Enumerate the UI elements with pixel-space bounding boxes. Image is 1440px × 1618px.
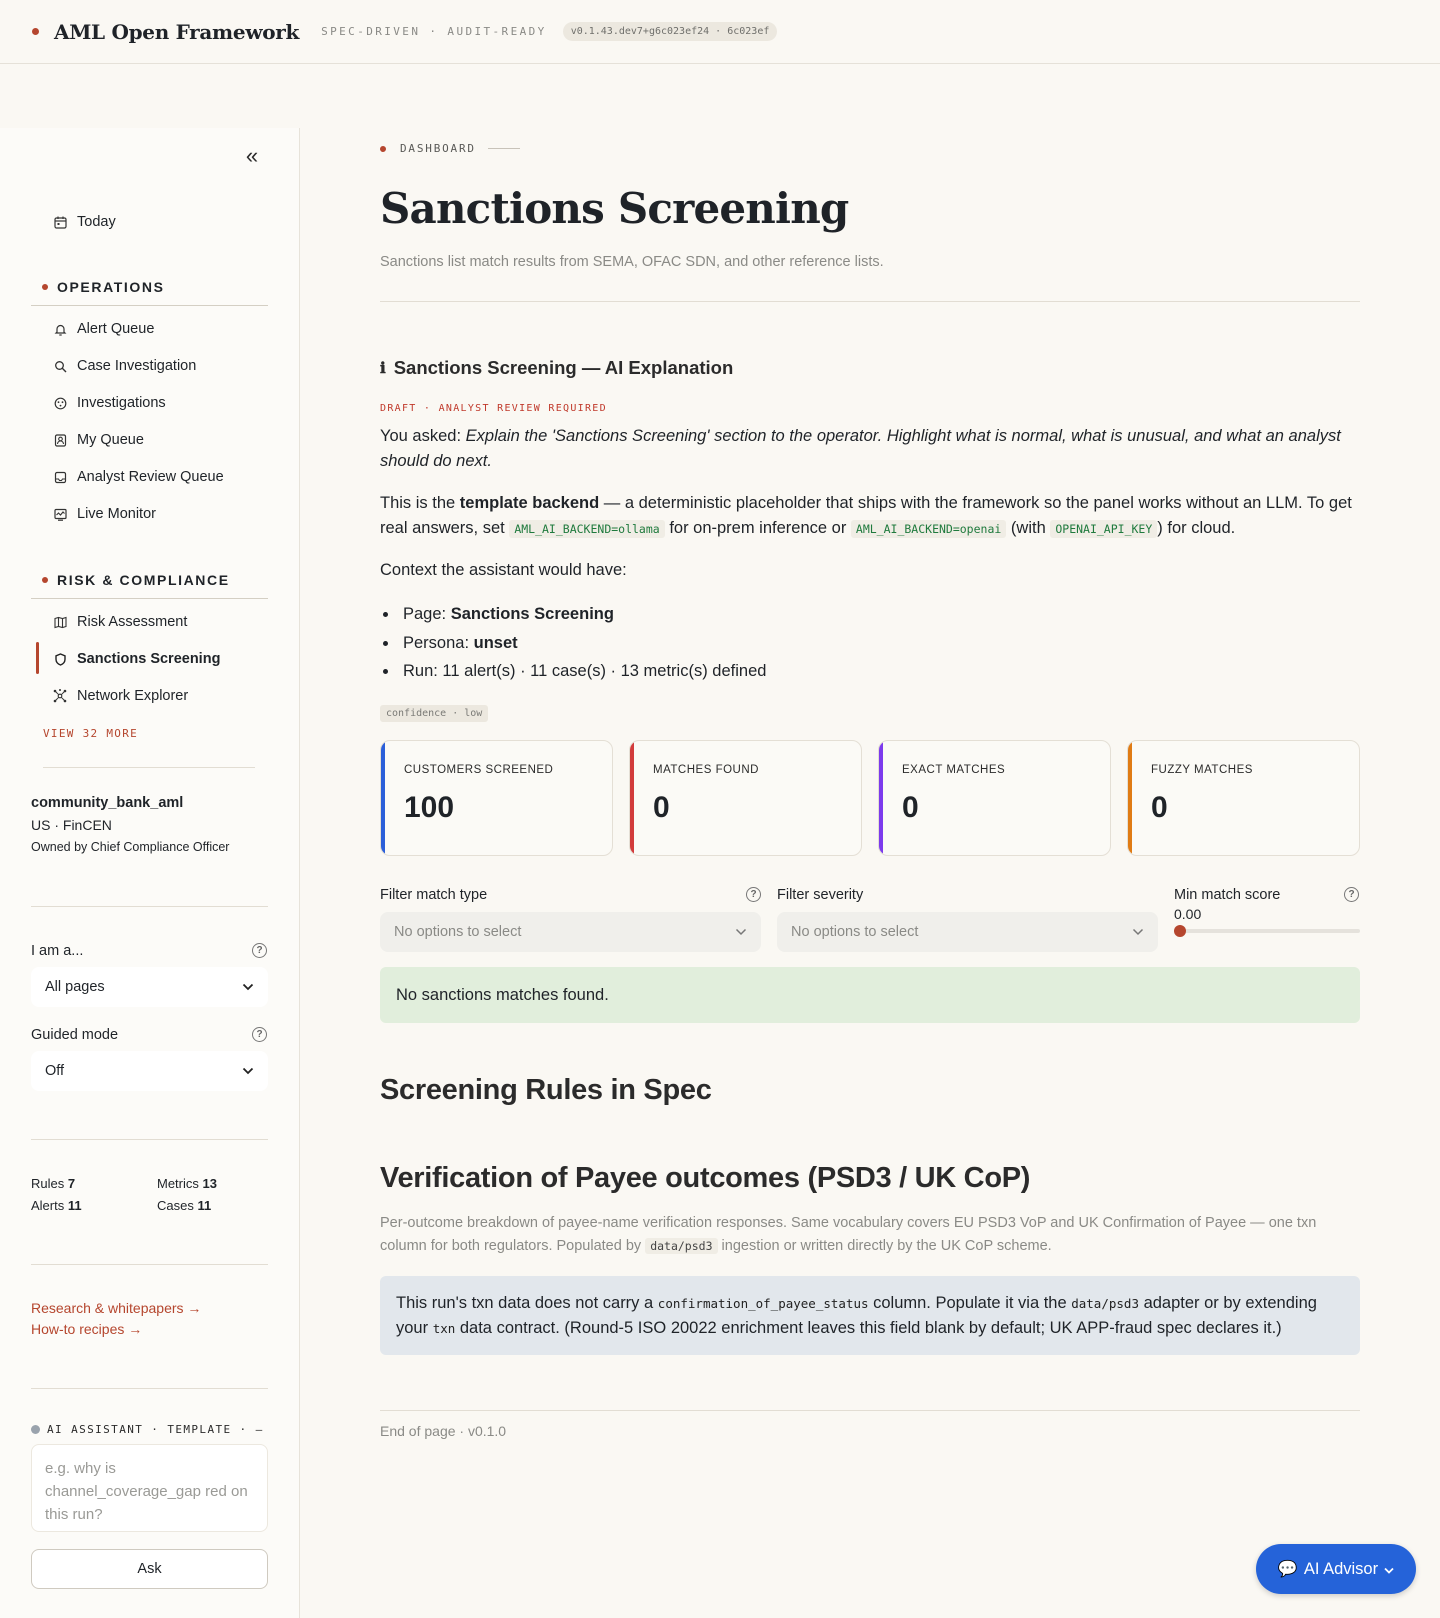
kpi-exact-matches: [878, 740, 1111, 856]
breadcrumb-dot: [380, 146, 386, 152]
code-txn: txn: [432, 1321, 456, 1336]
confidence-badge: confidence · low: [380, 705, 488, 722]
user-badge-icon: [53, 433, 67, 447]
page-title: Sanctions Screening: [380, 184, 849, 233]
sidebar: [0, 128, 300, 1618]
shield-icon: [53, 652, 67, 666]
persona-label: I am a...: [31, 943, 84, 959]
missing-column-info: This run's txn data does not carry a confirmation_of_payee_status column. Populate it via the data/psd3 adapter or by extending your txn data contract. (Round-5 ISO 20022 enrichment leaves this field blank by default; UK APP-fraud spec declares it.): [380, 1276, 1360, 1355]
view-more-link[interactable]: VIEW 32 MORE: [43, 727, 139, 740]
tagline: SPEC-DRIVEN · AUDIT-READY: [321, 25, 547, 38]
org-name: community_bank_aml: [31, 795, 184, 811]
help-icon[interactable]: ?: [252, 1027, 267, 1042]
ai-question-input[interactable]: e.g. why is channel_coverage_gap red on this run?: [31, 1444, 268, 1532]
sidebar-item-my-queue[interactable]: [53, 425, 144, 455]
sidebar-item-risk-assessment[interactable]: [53, 607, 187, 637]
section-dot: [42, 284, 48, 290]
kpi-accent: [879, 741, 883, 855]
chevron-down-icon: [1132, 924, 1144, 940]
kpi-label: EXACT MATCHES: [902, 764, 1006, 776]
explanation-title-text: Sanctions Screening — AI Explanation: [393, 357, 734, 378]
kpi-accent: [381, 741, 385, 855]
kpi-label: FUZZY MATCHES: [1151, 764, 1253, 776]
search-icon: [53, 359, 67, 373]
kpi-value: 0: [1151, 791, 1168, 824]
stat-alerts: Alerts 11: [31, 1198, 82, 1213]
brand-dot: [32, 28, 39, 35]
sidebar-item-network-explorer[interactable]: [53, 681, 188, 711]
org-jurisdiction: US · FinCEN: [31, 817, 112, 833]
section-dot: [42, 577, 48, 583]
sidebar-item-label: Sanctions Screening: [77, 651, 221, 667]
match-type-placeholder: No options to select: [394, 924, 522, 940]
calendar-icon: [53, 215, 67, 229]
map-icon: [53, 615, 67, 629]
divider: [43, 767, 255, 768]
network-icon: [53, 689, 67, 703]
divider: [31, 1264, 268, 1265]
monitor-icon: [53, 507, 67, 521]
brand-title[interactable]: AML Open Framework: [54, 19, 300, 44]
severity-select[interactable]: [777, 912, 1158, 952]
sidebar-item-case-investigation[interactable]: [53, 351, 196, 381]
sidebar-item-today[interactable]: [53, 207, 116, 237]
backend-paragraph: This is the template backend — a deterministic placeholder that ships with the framework so the panel works without an LLM. To get real answers, set AML_AI_BACKEND=ollama for on-prem inference or AML_AI_BACKEND=openai (with OPENAI_API_KEY ) for cloud.: [380, 494, 1352, 537]
divider: [380, 1410, 1360, 1411]
version-badge: v0.1.43.dev7+g6c023ef24 · 6c023ef: [563, 22, 778, 41]
screening-rules-heading: Screening Rules in Spec: [380, 1074, 712, 1106]
sidebar-item-label: Case Investigation: [77, 358, 197, 374]
status-dot: [31, 1425, 40, 1434]
help-icon[interactable]: ?: [746, 887, 761, 902]
divider: [31, 598, 268, 599]
help-icon[interactable]: ?: [252, 943, 267, 958]
match-type-select[interactable]: [380, 912, 761, 952]
code-data-psd3: data/psd3: [645, 1238, 717, 1254]
chevron-down-icon: [242, 1063, 254, 1079]
persona-select[interactable]: [31, 967, 268, 1007]
chevron-down-icon: [735, 924, 747, 940]
guided-mode-value: Off: [45, 1063, 65, 1079]
code-column: confirmation_of_payee_status: [657, 1296, 869, 1311]
bell-icon: [53, 322, 67, 336]
list-item: Persona: unset: [380, 629, 766, 658]
info-icon: ℹ: [380, 359, 386, 377]
code-openai: AML_AI_BACKEND=openai: [851, 520, 1006, 538]
context-list: [380, 600, 766, 686]
org-owner: Owned by Chief Compliance Officer: [31, 840, 230, 854]
code-openai-key: OPENAI_API_KEY: [1050, 520, 1157, 538]
explanation-title: [380, 357, 733, 379]
list-item: Run: 11 alert(s) · 11 case(s) · 13 metric(s) defined: [380, 657, 766, 686]
code-ollama: AML_AI_BACKEND=ollama: [509, 520, 664, 538]
kpi-customers-screened: [380, 740, 613, 856]
ai-advisor-label: AI Advisor: [1303, 1559, 1379, 1578]
min-score-slider-track[interactable]: [1178, 929, 1360, 933]
divider: [31, 1388, 268, 1389]
section-title: RISK & COMPLIANCE: [57, 572, 230, 588]
help-icon[interactable]: ?: [1344, 887, 1359, 902]
stat-metrics: Metrics 13: [157, 1176, 217, 1191]
code-adapter: data/psd3: [1071, 1296, 1139, 1311]
sidebar-item-analyst-review-queue[interactable]: [53, 462, 224, 492]
sidebar-item-investigations[interactable]: [53, 388, 166, 418]
sidebar-item-label: Network Explorer: [77, 688, 189, 704]
section-operations: [42, 279, 165, 295]
top-bar: [0, 0, 1440, 64]
kpi-matches-found: [629, 740, 862, 856]
kpi-label: MATCHES FOUND: [653, 764, 759, 776]
sidebar-item-label: My Queue: [77, 432, 144, 448]
kpi-value: 100: [404, 791, 455, 824]
kpi-value: 0: [902, 791, 919, 824]
vop-heading: Verification of Payee outcomes (PSD3 / UK CoP): [380, 1162, 1031, 1194]
ai-assistant-label-text: AI ASSISTANT · TEMPLATE · —: [47, 1423, 264, 1436]
page-footer: End of page · v0.1.0: [380, 1423, 507, 1439]
chevron-down-icon: [1384, 1560, 1394, 1579]
chat-bubble-icon: 💬: [1277, 1561, 1298, 1578]
breadcrumb: [380, 142, 520, 155]
breadcrumb-label: DASHBOARD: [400, 142, 476, 155]
chevron-down-icon: [242, 979, 254, 995]
page-subtitle: Sanctions list match results from SEMA, OFAC SDN, and other reference lists.: [380, 254, 884, 270]
active-indicator: [36, 642, 39, 674]
sidebar-item-label: Analyst Review Queue: [77, 469, 224, 485]
kpi-accent: [630, 741, 634, 855]
divider: [31, 1139, 268, 1140]
draft-badge: DRAFT · ANALYST REVIEW REQUIRED: [380, 403, 607, 414]
sidebar-item-label: Risk Assessment: [77, 614, 188, 630]
divider: [31, 906, 268, 907]
research-link[interactable]: Research & whitepapers →: [31, 1300, 202, 1316]
breadcrumb-line: [488, 148, 520, 149]
collapse-sidebar-icon[interactable]: «: [245, 143, 259, 168]
list-item: Page: Sanctions Screening: [380, 600, 766, 629]
min-score-slider-handle[interactable]: [1174, 925, 1186, 937]
match-type-label: Filter match type: [380, 887, 488, 903]
sidebar-item-label: Today: [77, 214, 116, 230]
kpi-accent: [1128, 741, 1132, 855]
divider: [380, 301, 1360, 302]
sidebar-item-sanctions-screening[interactable]: [53, 644, 220, 674]
target-icon: [53, 396, 67, 410]
vop-description: Per-outcome breakdown of payee-name verification responses. Same vocabulary covers EU PSD3 VoP and UK Confirmation of Payee — one txn column for both regulators. Populated by data/psd3 ingestion or written directly by the UK CoP scheme.: [380, 1215, 1317, 1254]
stat-cases: Cases 11: [157, 1198, 212, 1213]
kpi-value: 0: [653, 791, 670, 824]
ask-button[interactable]: Ask: [31, 1549, 268, 1589]
sidebar-item-live-monitor[interactable]: [53, 499, 156, 529]
min-score-value: 0.00: [1174, 906, 1202, 922]
guided-mode-select[interactable]: [31, 1051, 268, 1091]
sidebar-item-label: Live Monitor: [77, 506, 156, 522]
context-intro: Context the assistant would have:: [380, 561, 627, 579]
ai-advisor-button[interactable]: [1256, 1544, 1416, 1594]
severity-placeholder: No options to select: [791, 924, 919, 940]
sidebar-item-alert-queue[interactable]: [53, 314, 154, 344]
sidebar-item-label: Investigations: [77, 395, 166, 411]
asked-paragraph: You asked: Explain the 'Sanctions Screening' section to the operator. Highlight what is normal, what is unusual, and what an analyst should do next.: [380, 427, 1341, 470]
min-score-label: Min match score: [1174, 887, 1281, 903]
kpi-fuzzy-matches: [1127, 740, 1360, 856]
divider: [31, 305, 268, 306]
persona-select-value: All pages: [45, 979, 105, 995]
severity-label: Filter severity: [777, 887, 864, 903]
howto-link[interactable]: How-to recipes →: [31, 1321, 143, 1337]
stat-rules: Rules 7: [31, 1176, 76, 1191]
section-title: OPERATIONS: [57, 279, 165, 295]
kpi-label: CUSTOMERS SCREENED: [404, 764, 554, 776]
sidebar-item-label: Alert Queue: [77, 321, 155, 337]
inbox-icon: [53, 470, 67, 484]
section-risk-compliance: [42, 572, 230, 588]
guided-mode-label: Guided mode: [31, 1027, 119, 1043]
ai-assistant-label: [31, 1423, 264, 1436]
no-matches-alert: No sanctions matches found.: [380, 967, 1360, 1023]
